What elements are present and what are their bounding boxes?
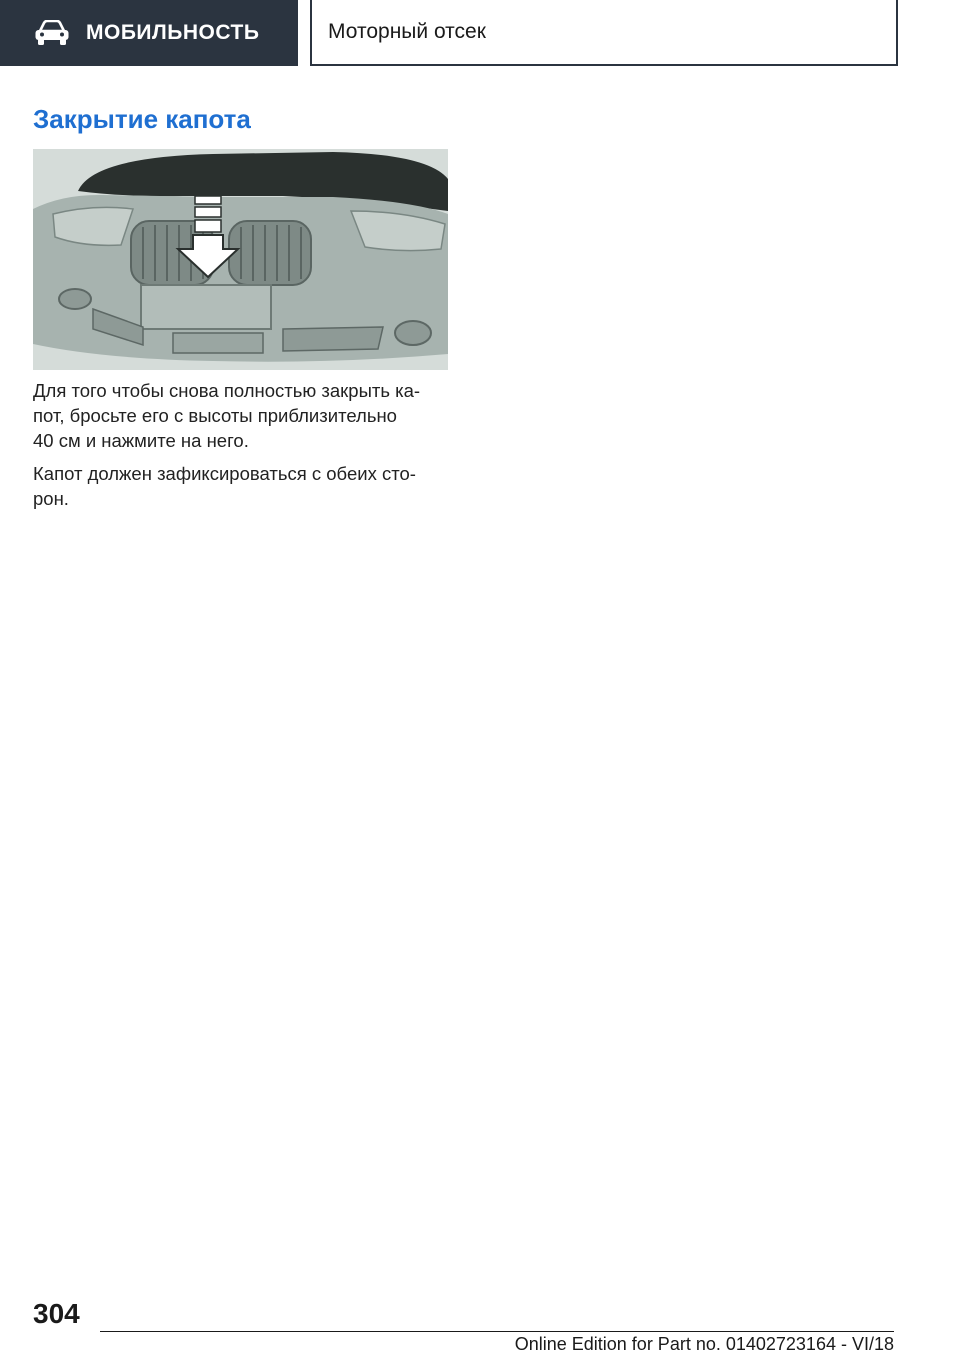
page-heading: Закрытие капота: [33, 104, 251, 134]
section-header: [310, 0, 898, 66]
paragraph: Для того чтобы снова полностью закрыть ка‐ пот, бросьте его с высоты приблизительно 40 см и нажмите на него.: [33, 380, 421, 451]
edition-info: Online Edition for Part no. 01402723164 - VI/18: [514, 1334, 894, 1354]
chapter-tab: [0, 0, 298, 66]
car-icon: [34, 20, 70, 46]
page-number: 304: [33, 1298, 80, 1329]
body-text: [33, 378, 453, 519]
footer-divider: [100, 1331, 894, 1332]
chapter-label: МОБИЛЬНОСТЬ: [86, 21, 260, 44]
section-title: Моторный отсек: [328, 20, 486, 43]
paragraph: Капот должен зафиксироваться с обеих сто‐ рон.: [33, 463, 416, 509]
hood-closing-illustration: [33, 149, 448, 370]
